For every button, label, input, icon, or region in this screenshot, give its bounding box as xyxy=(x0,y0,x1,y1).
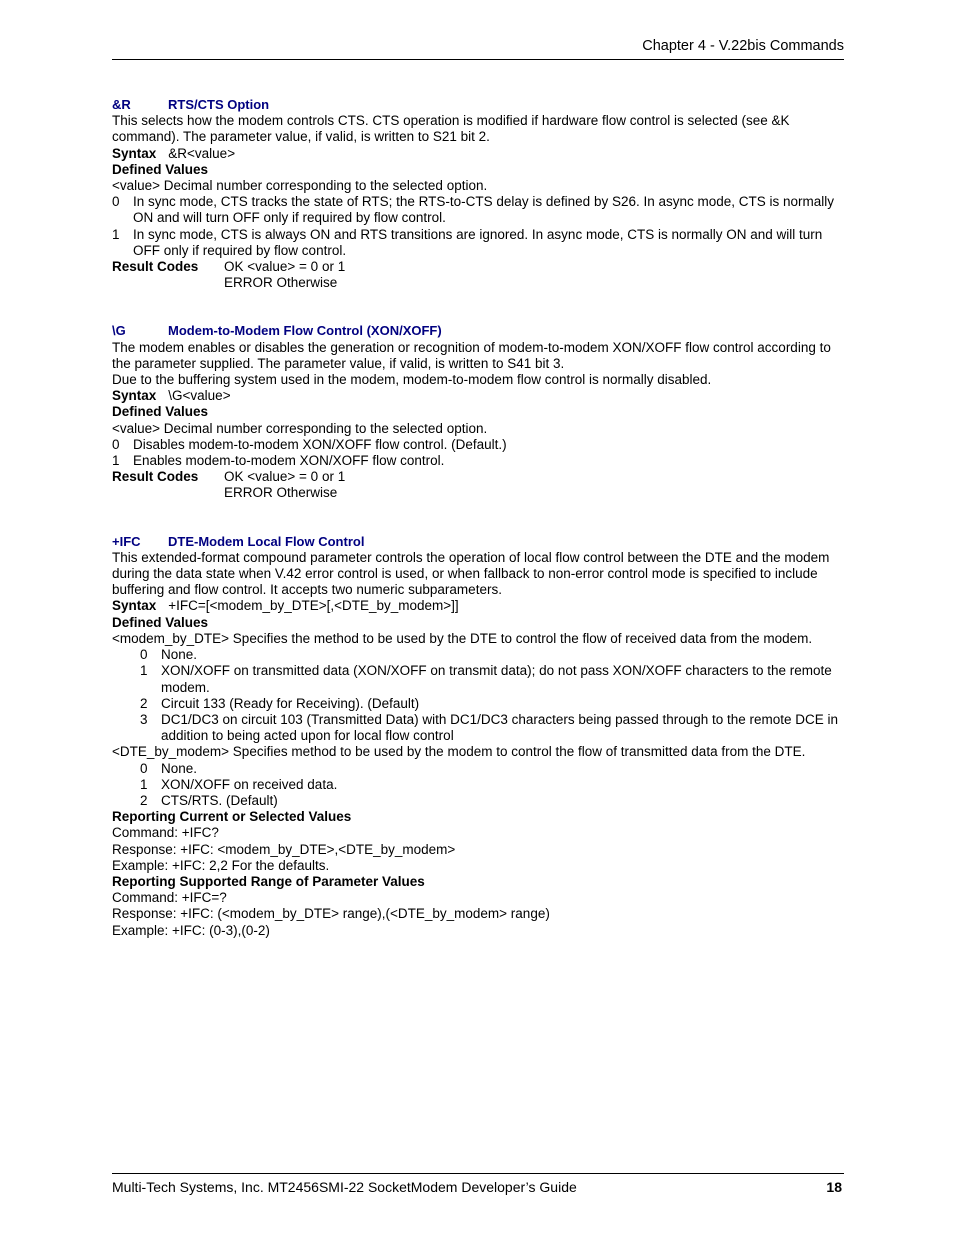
syntax-value: \G<value> xyxy=(168,388,231,404)
value-item xyxy=(112,793,844,809)
value-text: CTS/RTS. (Default) xyxy=(161,792,278,808)
defined-values-label: Defined Values xyxy=(112,614,209,630)
value-text: Disables modem-to-modem XON/XOFF flow control. (Default.) xyxy=(133,436,507,452)
value-item xyxy=(112,453,844,469)
value-text: None. xyxy=(161,647,198,663)
value-item xyxy=(112,437,844,453)
value-text: None. xyxy=(161,760,198,776)
value-item xyxy=(112,663,844,695)
modem-by-dte-intro: <modem_by_DTE> Specifies the method to be used by the DTE to control the flow of received data from the modem. xyxy=(112,630,813,646)
value-text: XON/XOFF on transmitted data (XON/XOFF on transmit data); do not pass XON/XOFF characters to the remote modem. xyxy=(161,663,832,695)
value-item xyxy=(112,777,844,793)
page-number: 18 xyxy=(826,1179,842,1195)
description: The modem enables or disables the generation or recognition of modem-to-modem XON/XOFF flow control according to the parameter supplied. The parameter value, if valid, is written to S41 bit 3. xyxy=(112,339,831,371)
value-number: 2 xyxy=(140,695,148,711)
values-intro: <value> Decimal number corresponding to the selected option. xyxy=(112,178,488,194)
description: This extended-format compound parameter controls the operation of local flow control between the DTE and the modem during the data state when V.42 error control is used, or when fallback to non-error control mode is specified to include buffering and flow control. It accepts two numeric subparameters. xyxy=(112,549,830,598)
section-title xyxy=(112,323,844,339)
result-codes-label: Result Codes xyxy=(112,259,199,275)
value-text: Enables modem-to-modem XON/XOFF flow control. xyxy=(133,453,445,469)
command-name: +IFC xyxy=(112,533,141,549)
syntax-value: &R<value> xyxy=(168,145,236,161)
command-title: Modem-to-Modem Flow Control (XON/XOFF) xyxy=(168,323,442,339)
reporting-current-label: Reporting Current or Selected Values xyxy=(112,809,352,825)
description: This selects how the modem controls CTS. CTS operation is modified if hardware flow control is selected (see &K command). The parameter value, if valid, is written to S21 bit 2. xyxy=(112,113,790,145)
chapter-title: Chapter 4 - V.22bis Commands xyxy=(642,38,844,54)
section-rts-cts xyxy=(112,97,844,291)
reporting-line: Example: +IFC: 2,2 For the defaults. xyxy=(112,857,330,873)
command-title: RTS/CTS Option xyxy=(168,97,270,112)
syntax-label: Syntax xyxy=(112,598,157,614)
result-code: ERROR Otherwise xyxy=(224,275,338,291)
value-number: 0 xyxy=(112,194,120,210)
description: Due to the buffering system used in the modem, modem-to-modem flow control is normally disabled. xyxy=(112,372,712,388)
syntax-line xyxy=(112,388,844,404)
value-number: 2 xyxy=(140,792,148,808)
value-number: 1 xyxy=(112,453,120,469)
reporting-line: Command: +IFC=? xyxy=(112,890,227,906)
section-spacer xyxy=(112,291,844,323)
value-number: 1 xyxy=(112,226,120,242)
section-xon-xoff xyxy=(112,323,844,501)
section-spacer xyxy=(112,502,844,534)
command-name: &R xyxy=(112,97,131,112)
syntax-line xyxy=(112,146,844,162)
section-title xyxy=(112,97,844,113)
value-text: XON/XOFF on received data. xyxy=(161,776,338,792)
section-title xyxy=(112,534,844,550)
syntax-line xyxy=(112,598,844,614)
result-codes xyxy=(112,469,844,485)
value-number: 0 xyxy=(112,436,120,452)
page-header xyxy=(112,38,844,60)
footer-title: Multi-Tech Systems, Inc. MT2456SMI-22 SocketModem Developer’s Guide xyxy=(112,1179,577,1195)
value-number: 0 xyxy=(140,647,148,663)
result-code: OK <value> = 0 or 1 xyxy=(224,259,346,275)
value-item xyxy=(112,712,844,744)
value-item xyxy=(112,194,844,226)
value-item xyxy=(112,227,844,259)
defined-values-label: Defined Values xyxy=(112,161,209,177)
reporting-line: Response: +IFC: (<modem_by_DTE> range),(<DTE_by_modem> range) xyxy=(112,906,550,922)
value-number: 0 xyxy=(140,760,148,776)
value-number: 1 xyxy=(140,776,148,792)
result-codes xyxy=(112,259,844,275)
section-ifc xyxy=(112,534,844,939)
values-intro: <value> Decimal number corresponding to the selected option. xyxy=(112,420,488,436)
result-code: ERROR Otherwise xyxy=(224,485,338,501)
value-text: In sync mode, CTS tracks the state of RTS; the RTS-to-CTS delay is defined by S26. In async mode, CTS is normally ON and will turn OFF only if required by flow control. xyxy=(133,194,835,226)
result-codes-label: Result Codes xyxy=(112,469,199,485)
dte-by-modem-intro: <DTE_by_modem> Specifies method to be used by the modem to control the flow of transmitted data from the DTE. xyxy=(112,744,806,760)
value-number: 3 xyxy=(140,711,148,727)
reporting-line: Example: +IFC: (0-3),(0-2) xyxy=(112,922,270,938)
value-number: 1 xyxy=(140,663,148,679)
reporting-line: Command: +IFC? xyxy=(112,825,219,841)
syntax-value: +IFC=[<modem_by_DTE>[,<DTE_by_modem>]] xyxy=(168,598,459,614)
reporting-range-label: Reporting Supported Range of Parameter Values xyxy=(112,873,425,889)
syntax-label: Syntax xyxy=(112,145,157,161)
value-text: Circuit 133 (Ready for Receiving). (Default) xyxy=(161,695,420,711)
value-item xyxy=(112,696,844,712)
command-title: DTE-Modem Local Flow Control xyxy=(168,533,365,549)
value-text: In sync mode, CTS is always ON and RTS transitions are ignored. In async mode, CTS is normally ON and will turn OFF only if required by flow control. xyxy=(133,226,823,258)
command-name: \G xyxy=(112,323,126,339)
reporting-line: Response: +IFC: <modem_by_DTE>,<DTE_by_modem> xyxy=(112,841,456,857)
value-text: DC1/DC3 on circuit 103 (Transmitted Data) with DC1/DC3 characters being passed through to the remote DCE in addition to being acted upon for local flow control xyxy=(161,711,839,744)
value-item xyxy=(112,647,844,663)
value-item xyxy=(112,761,844,777)
page-content xyxy=(112,97,844,939)
page-footer xyxy=(112,1173,844,1198)
defined-values-label: Defined Values xyxy=(112,404,209,420)
syntax-label: Syntax xyxy=(112,388,157,404)
result-code: OK <value> = 0 or 1 xyxy=(224,469,346,485)
